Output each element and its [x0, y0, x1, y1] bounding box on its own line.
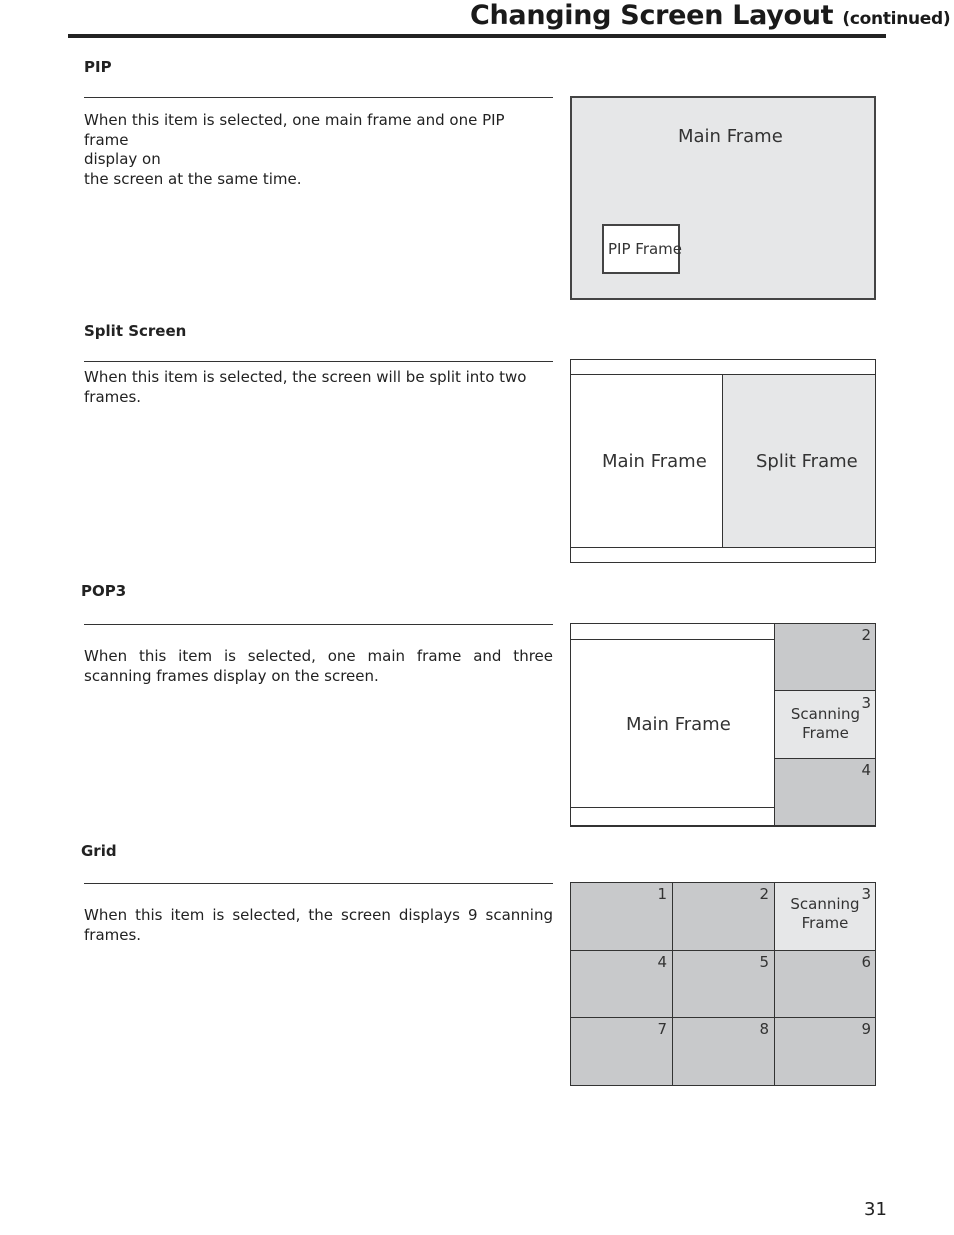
grid-frame-number-6: 6 — [861, 953, 871, 971]
grid-frame-8 — [673, 1018, 775, 1085]
grid-frame-3 — [775, 883, 875, 951]
grid-frame-number-3: 3 — [861, 885, 871, 903]
pop3-scanning-label-line-1: Scanning — [790, 705, 861, 723]
grid-frame-4 — [571, 951, 673, 1018]
grid-frame-number-5: 5 — [759, 953, 769, 971]
pip-heading: PIP — [84, 58, 112, 76]
split-split-frame-label: Split Frame — [756, 451, 858, 472]
page-title-main: Changing Screen Layout — [470, 0, 834, 31]
page-number: 31 — [864, 1199, 887, 1220]
grid-frame-number-8: 8 — [759, 1020, 769, 1038]
grid-frame-6 — [775, 951, 875, 1018]
pop3-scan-frame-3 — [774, 691, 875, 759]
pip-description — [84, 111, 553, 189]
pop3-diagram — [570, 623, 876, 827]
pip-frame-box — [602, 224, 683, 274]
split-main-frame-label: Main Frame — [602, 451, 707, 472]
grid-scanning-label-line-2: Frame — [801, 914, 849, 932]
pip-diagram — [570, 96, 876, 300]
split-diagram — [570, 359, 876, 563]
grid-heading: Grid — [81, 842, 117, 860]
pip-frame-label: PIP Frame — [608, 240, 683, 258]
grid-scanning-frame-label — [775, 895, 875, 933]
split-split-frame — [723, 374, 875, 548]
grid-description: When this item is selected, the screen displays 9 scanning frames. — [84, 906, 553, 944]
pip-description-line-3: the screen at the same time. — [84, 169, 302, 188]
pop3-heading: POP3 — [81, 582, 127, 600]
pop3-divider — [84, 624, 553, 625]
title-divider — [68, 34, 886, 38]
grid-frame-number-9: 9 — [861, 1020, 871, 1038]
split-divider — [84, 361, 553, 362]
pop3-scanning-frame-label — [775, 705, 876, 743]
pip-description-line-1: When this item is selected, one main frame and one PIP frame — [84, 111, 505, 149]
grid-frame-7 — [571, 1018, 673, 1085]
page-title-continued: (continued) — [842, 9, 951, 29]
pop3-frame-number-4: 4 — [861, 761, 871, 779]
grid-frame-2 — [673, 883, 775, 951]
split-heading: Split Screen — [84, 322, 187, 340]
pop3-scanning-label-line-2: Frame — [802, 724, 849, 742]
page-title — [470, 0, 950, 31]
split-description: When this item is selected, the screen will be split into two frames. — [84, 368, 527, 406]
grid-frame-number-1: 1 — [657, 885, 667, 903]
pop3-scan-frame-2 — [774, 624, 875, 691]
pip-description-line-2: display on — [84, 150, 161, 168]
grid-diagram — [570, 882, 876, 1086]
pop3-main-frame-label: Main Frame — [626, 714, 731, 735]
pop3-frame-number-2: 2 — [861, 626, 871, 644]
grid-frame-1 — [571, 883, 673, 951]
grid-frame-5 — [673, 951, 775, 1018]
pip-divider — [84, 97, 553, 98]
pop3-main-frame — [571, 639, 774, 808]
pop3-frame-number-3: 3 — [861, 694, 871, 712]
pop3-description: When this item is selected, one main frame and three scanning frames display on the screen. — [84, 647, 553, 685]
pop3-scan-frame-4 — [774, 759, 875, 825]
grid-divider — [84, 883, 553, 884]
grid-frame-9 — [775, 1018, 875, 1085]
grid-frame-number-4: 4 — [657, 953, 667, 971]
grid-scanning-label-line-1: Scanning — [790, 895, 860, 913]
grid-frame-number-7: 7 — [657, 1020, 667, 1038]
split-main-frame — [571, 374, 723, 548]
grid-frame-number-2: 2 — [759, 885, 769, 903]
pip-main-frame-label: Main Frame — [678, 126, 783, 147]
